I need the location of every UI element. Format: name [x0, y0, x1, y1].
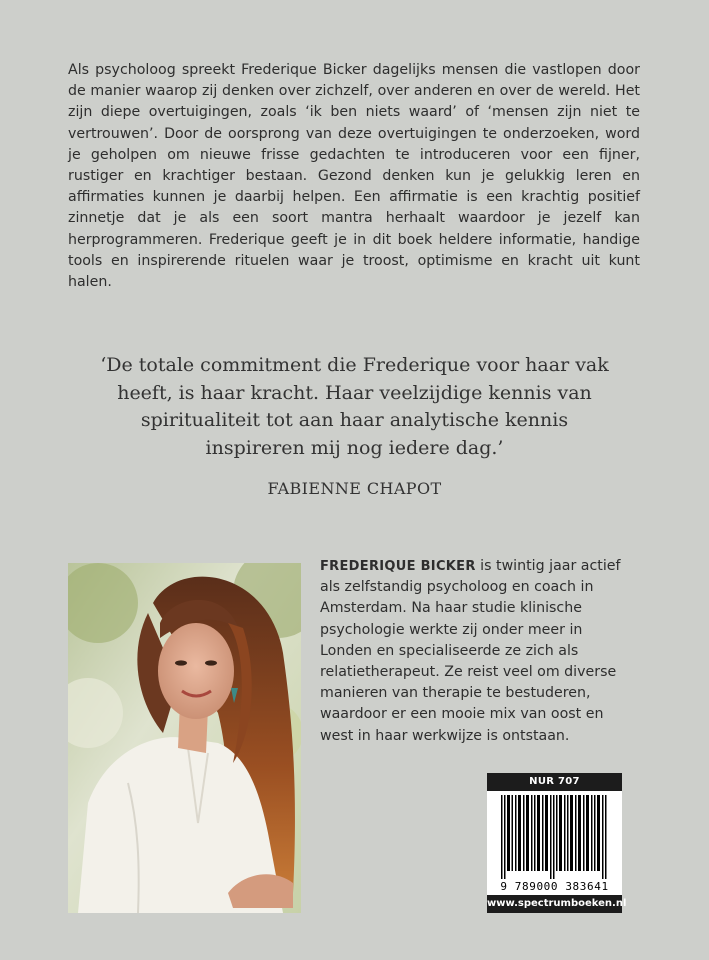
- author-bio-text: is twintig jaar actief als zelfstandig psycholoog en coach in Amsterdam. Na haar studie klinische psychologie werkte zij onder meer in Londen en specialiseerde ze zich als relatietherapeut. Ze reist veel om diverse manieren van therapie te bestuderen, waardoor er een mooie mix van oost en west in haar werkwijze is ontstaan.: [320, 558, 621, 744]
- author-bio: [320, 556, 622, 747]
- author-name: FREDERIQUE BICKER: [320, 559, 476, 574]
- back-cover-blurb: Als psycholoog spreekt Frederique Bicker dagelijks mensen die vastlopen door de manier waarop zij denken over zichzelf, over anderen en over de wereld. Het zijn diepe overtuigingen, zoals ‘ik ben niets waard’ of ‘mensen zijn niet te vertrouwen’. Door de oorsprong van deze overtuigingen te onderzoeken, word je geholpen om nieuwe frisse gedachten te introduceren voor een fijner, rustiger en krachtiger bestaan. Gezond denken kun je gelukkig leren en affirmaties kunnen je daarbij helpen. Een affirmatie is een krachtig positief zinnetje dat je als een soort mantra herhaalt waardoor je jezelf kan herprogrammeren. Frederique geeft je in dit boek heldere informatie, handige tools en inspirerende rituelen waar je troost, optimisme en kracht uit kunt halen.: [68, 62, 640, 291]
- publisher-url: www.spectrumboeken.nl: [487, 895, 622, 913]
- endorsement-author: FABIENNE CHAPOT: [267, 479, 442, 498]
- endorsement-quote: ‘De totale commitment die Frederique voor haar vak heeft, is haar kracht. Haar veelzijdige kennis van spiritualiteit tot aan haar analytische kennis inspireren mij nog iedere dag.’: [100, 354, 609, 459]
- isbn-digits: 9 789000 383641: [500, 880, 609, 893]
- author-portrait: [68, 563, 301, 913]
- isbn-barcode: [487, 791, 622, 895]
- barcode-block: [487, 773, 627, 913]
- barcode-bars: [487, 795, 622, 883]
- nur-code: NUR 707: [487, 773, 622, 791]
